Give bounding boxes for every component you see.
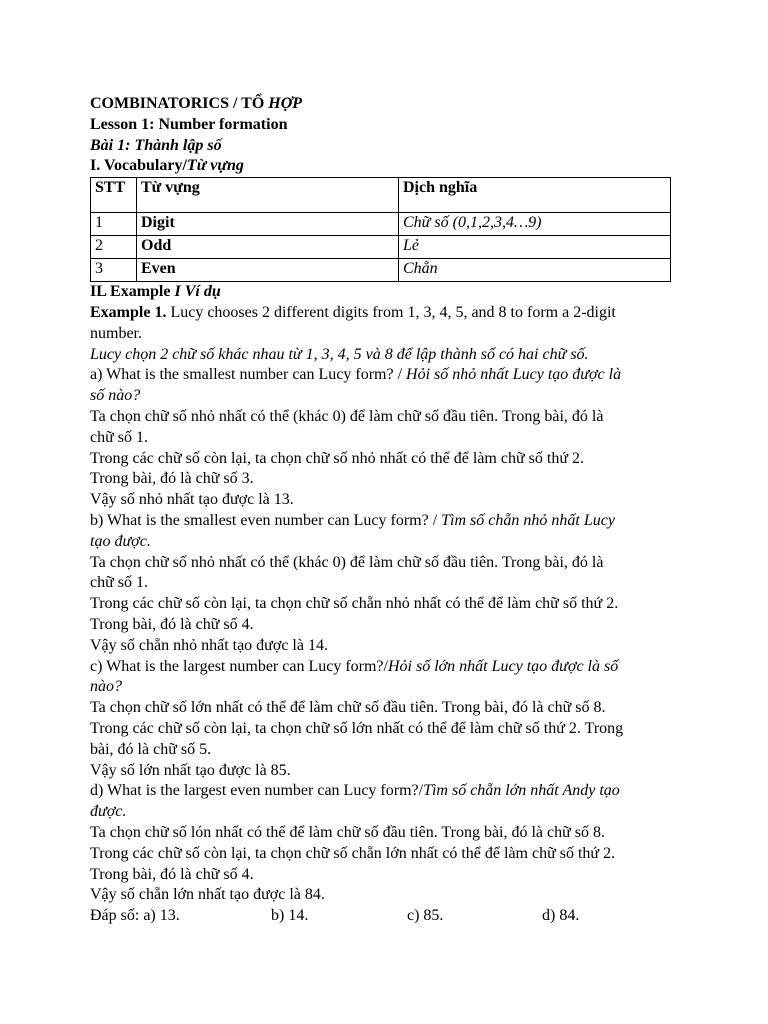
paragraph-line: Ta chọn chữ số lón nhất có thể để làm chữ số đầu tiên. Trong bài, đó là chữ số 8. bbox=[90, 823, 606, 841]
example-1-label: Example 1. bbox=[90, 303, 167, 321]
table-row bbox=[91, 236, 671, 259]
answers-line bbox=[90, 906, 680, 927]
paragraph-line: tạo được. bbox=[90, 532, 151, 550]
header-stt: STT bbox=[91, 178, 137, 213]
table-header-row bbox=[91, 178, 671, 213]
paragraph-line: chữ số 1. bbox=[90, 428, 148, 446]
paragraph-line: Trong các chữ số còn lại, ta chọn chữ số chẵn nhỏ nhất có thể để làm chữ số thứ 2. bbox=[90, 595, 619, 613]
paragraph-line: Ta chọn chữ số nhỏ nhất có thể (khác 0) để làm chữ số đầu tiên. Trong bài, đó là bbox=[90, 407, 604, 425]
paragraph-line: Trong bài, đó là chữ số 3. bbox=[90, 470, 254, 488]
question-d bbox=[90, 781, 680, 802]
cell-meaning: Chữ số (0,1,2,3,4…9) bbox=[399, 213, 671, 236]
example-1-vi: Lucy chọn 2 chữ số khác nhau từ 1, 3, 4, 5 và 8 để lập thành số có hai chữ số. bbox=[90, 345, 589, 363]
question-a-en: a) What is the smallest number can Lucy form? / bbox=[90, 366, 407, 384]
lesson-title-vi: Bài 1: Thành lập số bbox=[90, 136, 222, 154]
paragraph-line: Trong bài, đó là chữ số 4. bbox=[90, 615, 254, 633]
vocabulary-heading-en: I. Vocabulary/ bbox=[90, 157, 187, 175]
paragraph-line: nào? bbox=[90, 678, 122, 696]
paragraph-line: Ta chọn chữ số lớn nhất có thể để làm chữ số đầu tiên. Trong bài, đó là chữ số 8. bbox=[90, 699, 606, 717]
example-heading bbox=[90, 282, 680, 303]
vocabulary-table bbox=[90, 177, 671, 282]
document-body bbox=[90, 94, 680, 927]
header-word: Từ vựng bbox=[137, 178, 399, 213]
table-row bbox=[91, 259, 671, 282]
cell-meaning: Lẻ bbox=[399, 236, 671, 259]
cell-word: Digit bbox=[137, 213, 399, 236]
question-b-en: b) What is the smallest even number can Lucy form? / bbox=[90, 511, 442, 529]
paragraph-line: Trong các chữ số còn lại, ta chọn chữ số nhỏ nhất có thể để làm chữ số thứ 2. bbox=[90, 449, 584, 467]
example-heading-vi: I Ví dụ bbox=[174, 283, 221, 301]
paragraph-line: số nào? bbox=[90, 387, 141, 405]
paragraph-line: Vậy số nhỏ nhất tạo được là 13. bbox=[90, 491, 294, 509]
paragraph-line: Ta chọn chữ số nhỏ nhất có thể (khác 0) để làm chữ số đầu tiên. Trong bài, đó là bbox=[90, 553, 604, 571]
answer-a: Đáp số: a) 13. bbox=[90, 907, 180, 925]
example-1-text: Lucy chooses 2 different digits from 1, 3, 4, 5, and 8 to form a 2-digit bbox=[166, 303, 616, 321]
paragraph-line: được. bbox=[90, 803, 127, 821]
example-1-line bbox=[90, 303, 680, 324]
cell-stt: 2 bbox=[91, 236, 137, 259]
question-a bbox=[90, 365, 680, 386]
example-heading-en: IL Example bbox=[90, 283, 175, 301]
cell-word: Odd bbox=[137, 236, 399, 259]
cell-stt: 3 bbox=[91, 259, 137, 282]
header-meaning: Dịch nghĩa bbox=[399, 178, 671, 213]
paragraph-line: bài, đó là chữ số 5. bbox=[90, 740, 212, 758]
paragraph-line: Vậy số chẵn nhỏ nhất tạo được là 14. bbox=[90, 636, 328, 654]
question-a-vi: Hỏi số nhỏ nhất Lucy tạo được là bbox=[406, 366, 622, 384]
paragraph-line: Vậy số lớn nhất tạo được là 85. bbox=[90, 761, 291, 779]
paragraph-line: Trong bài, đó là chữ số 4. bbox=[90, 865, 254, 883]
question-b bbox=[90, 511, 680, 532]
paragraph-line: number. bbox=[90, 324, 142, 342]
paragraph-line: Trong các chữ số còn lại, ta chọn chữ số chẵn lớn nhất có thể để làm chữ số thứ 2. bbox=[90, 844, 616, 862]
cell-word: Even bbox=[137, 259, 399, 282]
vocabulary-heading-vi: Từ vựng bbox=[186, 157, 244, 175]
lesson-title-en: Lesson 1: Number formation bbox=[90, 115, 288, 133]
table-row bbox=[91, 213, 671, 236]
paragraph-line: Trong các chữ số còn lại, ta chọn chữ số lớn nhất có thể để làm chữ số thứ 2. Trong bbox=[90, 719, 624, 737]
question-c-en: c) What is the largest number can Lucy form?/ bbox=[90, 657, 388, 675]
title-text: COMBINATORICS / TỔ bbox=[90, 95, 269, 112]
document-title bbox=[90, 94, 680, 115]
cell-meaning: Chẵn bbox=[399, 259, 671, 282]
question-d-en: d) What is the largest even number can Lucy form?/ bbox=[90, 782, 424, 800]
answer-c: c) 85. bbox=[407, 907, 444, 925]
cell-stt: 1 bbox=[91, 213, 137, 236]
vocabulary-heading bbox=[90, 156, 680, 177]
title-italic-text: HỢP bbox=[268, 95, 303, 112]
paragraph-line: chữ số 1. bbox=[90, 574, 148, 592]
paragraph-line: Vậy số chẵn lớn nhất tạo được là 84. bbox=[90, 886, 325, 904]
question-c bbox=[90, 657, 680, 678]
question-b-vi: Tìm số chẵn nhỏ nhất Lucy bbox=[441, 511, 615, 529]
question-d-vi: Tìm số chẵn lớn nhất Andy tạo bbox=[423, 782, 620, 800]
answer-b: b) 14. bbox=[271, 907, 309, 925]
question-c-vi: Hỏi số lớn nhất Lucy tạo được là số bbox=[387, 657, 619, 675]
answer-d: d) 84. bbox=[542, 907, 580, 925]
